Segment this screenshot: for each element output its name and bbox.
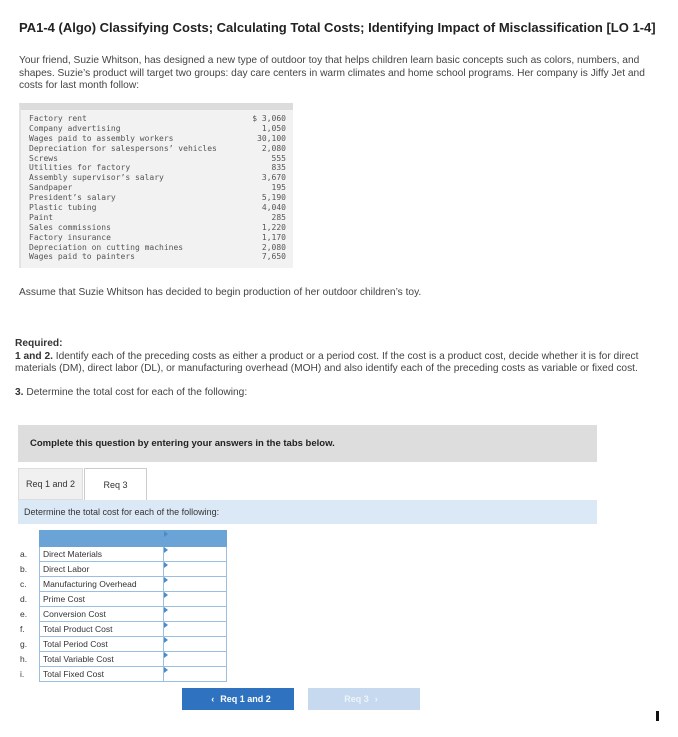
cost-item: Wages paid to painters [29,252,135,262]
next-req-button[interactable] [308,688,420,710]
cost-item: Factory rent [29,114,87,123]
cost-row [21,233,293,243]
cost-amount: 1,220 [261,222,286,232]
cost-item: Depreciation for salespersons’ vehicles [29,143,217,153]
cost-amount: 1,170 [261,232,286,242]
answer-row [18,667,227,682]
cost-row [21,163,293,173]
req3-number: 3. [15,386,24,398]
answer-cell [164,667,227,682]
cost-amount: $ 3,060 [252,114,286,123]
cost-row [21,134,293,144]
answer-cell [164,652,227,667]
instruction-text: Determine the total cost for each of the following: [24,507,220,517]
required-heading: Required: [15,338,63,349]
req12-number: 1 and 2. [15,350,53,362]
required-section [15,338,655,399]
tab-req-1-and-2[interactable]: Req 1 and 2 [18,468,83,500]
row-letter: d. [18,592,40,607]
row-letter: f. [18,622,40,637]
cost-row [21,144,293,154]
row-letter: e. [18,607,40,622]
answer-cell [164,622,227,637]
answer-row [18,547,227,562]
tab-req-3[interactable]: Req 3 [84,468,147,501]
row-letter: i. [18,667,40,682]
cost-row [21,183,293,193]
prev-button-label: Req 1 and 2 [220,694,271,704]
row-letter: c. [18,577,40,592]
cost-item: Paint [29,212,54,222]
answer-row [18,562,227,577]
cost-item: Factory insurance [29,232,111,242]
answer-row [18,637,227,652]
answer-input[interactable] [164,638,226,650]
cost-amount: 835 [271,163,286,173]
answer-input[interactable] [164,623,226,635]
prev-req-button[interactable] [182,688,294,710]
cost-amount: 2,080 [261,143,286,153]
cost-row [21,173,293,183]
row-label: Total Variable Cost [40,652,164,667]
cost-row [21,252,293,262]
cost-row [21,193,293,203]
cost-item: Depreciation on cutting machines [29,242,184,252]
cost-row [21,213,293,223]
banner-text: Complete this question by entering your answers in the tabs below. [30,438,335,449]
problem-intro: Your friend, Suzie Whitson, has designed a new type of outdoor toy that helps children learn basic concepts such as colors, numbers, and shapes. Suzie’s product will target two groups: day care centers in warm climates and home school programs. Her company is Jiffy Jet and costs for last month follow: [19,55,645,91]
answer-table [18,530,227,682]
cost-row [21,124,293,134]
cost-item: Screws [29,153,58,163]
problem-title: PA1-4 (Algo) Classifying Costs; Calculating Total Costs; Identifying Impact of Misclassification [LO 1-4] [19,20,656,35]
cost-item: Plastic tubing [29,203,97,213]
cost-item: Wages paid to assembly workers [29,133,174,143]
text-cursor-icon [656,711,659,721]
answer-cell [164,607,227,622]
cost-amount: 555 [271,153,286,163]
answer-input[interactable] [164,548,226,560]
cost-item: Sandpaper [29,183,73,193]
row-letter: g. [18,637,40,652]
row-label: Direct Labor [40,562,164,577]
cost-amount: 5,190 [261,193,286,203]
answer-input[interactable] [164,593,226,605]
answer-input[interactable] [164,578,226,590]
answer-cell [164,592,227,607]
cost-row [21,243,293,253]
answer-row [18,652,227,667]
cost-item: Utilities for factory [29,163,131,173]
chevron-right-icon: › [374,694,378,704]
answer-input[interactable] [164,608,226,620]
cost-item: Assembly supervisor’s salary [29,173,164,183]
answer-cell [164,577,227,592]
cost-amount: 285 [271,212,286,222]
cost-row [21,114,293,124]
cost-item: President’s salary [29,193,116,203]
tab-instruction [18,500,597,524]
answer-row [18,577,227,592]
answer-input[interactable] [164,653,226,665]
cost-item: Sales commissions [29,222,111,232]
answer-row [18,592,227,607]
row-letter: a. [18,547,40,562]
req3-text: Determine the total cost for each of the following: [23,386,248,398]
cost-table [19,103,293,268]
cost-amount: 3,670 [261,173,286,183]
answer-table-header [18,531,227,547]
row-label: Total Product Cost [40,622,164,637]
row-label: Direct Materials [40,547,164,562]
row-label: Manufacturing Overhead [40,577,164,592]
chevron-left-icon: ‹ [211,694,215,704]
answer-cell [164,547,227,562]
cost-row [21,154,293,164]
cost-amount: 7,650 [261,252,286,262]
row-label: Prime Cost [40,592,164,607]
row-letter: h. [18,652,40,667]
answer-input[interactable] [164,668,226,680]
cost-amount: 4,040 [261,203,286,213]
cost-amount: 2,080 [261,242,286,252]
answer-row [18,622,227,637]
cost-row [21,223,293,233]
req12-text: Identify each of the preceding costs as either a product or a period cost. If the cost is a product cost, decide whether it is for direct materials (DM), direct labor (DL), or manufacturing overhead (MOH) and also identify each of the preceding costs as variable or fixed cost. [15,350,639,374]
assumption-text: Assume that Suzie Whitson has decided to begin production of her outdoor children’s toy. [19,287,422,298]
answer-input[interactable] [164,563,226,575]
cost-amount: 30,100 [257,133,286,143]
answer-cell [164,637,227,652]
instructions-banner [18,425,597,462]
row-letter: b. [18,562,40,577]
answer-row [18,607,227,622]
answer-cell [164,562,227,577]
cost-row [21,203,293,213]
cost-amount: 1,050 [261,123,286,133]
row-label: Total Fixed Cost [40,667,164,682]
row-label: Conversion Cost [40,607,164,622]
next-button-label: Req 3 [344,694,369,704]
cost-item: Company advertising [29,123,121,133]
cost-amount: 195 [271,183,286,193]
row-label: Total Period Cost [40,637,164,652]
